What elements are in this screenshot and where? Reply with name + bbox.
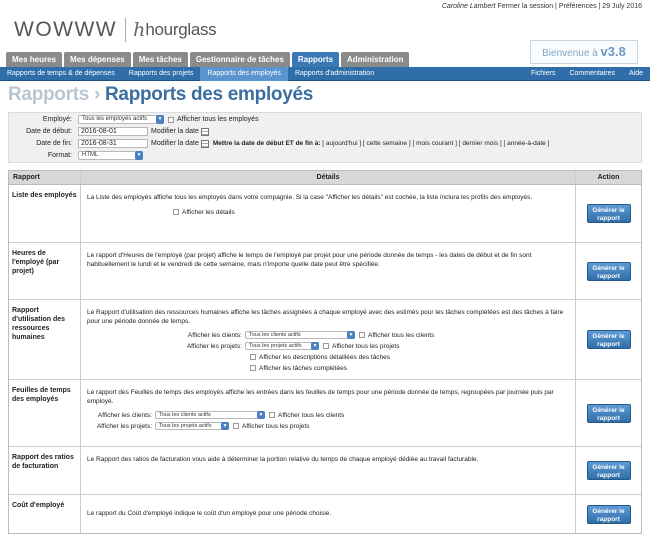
report-description: Le rapport du Coût d'employé indique le coût d'un employé pour une période choisie. xyxy=(87,510,332,517)
logout-link[interactable]: Fermer la session xyxy=(497,3,554,10)
table-row xyxy=(9,185,641,243)
subnav-commentaires[interactable]: Commentaires xyxy=(569,69,615,77)
employee-label: Employé: xyxy=(42,116,72,123)
report-description: La Liste des employés affiche tous les employés dans votre compagnie. Si la case "Afficher les détails" est cochée, la liste inclura les profils des employés. xyxy=(87,194,533,201)
projects-select-value: Tous les projets actifs xyxy=(249,343,302,349)
generate-report-button[interactable]: Générer le rapport xyxy=(587,505,631,524)
report-details xyxy=(81,495,576,533)
table-row xyxy=(9,380,641,447)
action-cell xyxy=(576,243,641,299)
header-action: Action xyxy=(597,174,620,181)
start-date-row xyxy=(9,126,209,137)
subnav-employes[interactable]: Rapports des employés xyxy=(200,67,288,81)
table-row xyxy=(9,300,641,380)
projects-label: Afficher les projets: xyxy=(96,422,152,430)
tab-mes-heures[interactable]: Mes heures xyxy=(6,52,62,67)
all-projects-label: Afficher tous les projets xyxy=(332,342,400,350)
action-cell xyxy=(576,300,641,379)
end-date-input[interactable]: 2016-08-31 xyxy=(78,139,148,148)
report-description: Le rapport des Feuilles de temps des employés affiche les entrées dans les feuilles de temps pour une période donnée de temps, regroupées par journée puis par employé. xyxy=(87,389,554,405)
all-employees-checkbox[interactable] xyxy=(168,117,174,123)
company-logo: WOWWW xyxy=(14,18,118,41)
projects-select[interactable] xyxy=(245,342,319,350)
quick-month[interactable]: [ mois courant ] xyxy=(412,140,457,147)
report-details xyxy=(81,300,576,379)
generate-report-button[interactable]: Générer le rapport xyxy=(587,404,631,423)
preferences-link[interactable]: Préférences xyxy=(558,3,597,10)
chevron-down-icon: ▼ xyxy=(258,412,264,418)
report-filters xyxy=(8,112,642,163)
report-name: Heures de l'employé (par projet) xyxy=(9,243,81,299)
option-row xyxy=(87,421,569,431)
task-descriptions-label: Afficher les descriptions détaillées des tâches xyxy=(259,353,391,361)
quick-week[interactable]: [ cette semaine ] xyxy=(362,140,411,147)
all-projects-checkbox[interactable] xyxy=(233,423,239,429)
header-rapport: Rapport xyxy=(9,171,81,184)
table-row xyxy=(9,243,641,300)
report-name: Rapport des ratios de facturation xyxy=(9,447,81,494)
tab-rapports[interactable]: Rapports xyxy=(292,52,339,67)
generate-report-button[interactable]: Générer le rapport xyxy=(587,330,631,349)
option-row xyxy=(87,207,569,217)
chevron-down-icon: ▼ xyxy=(157,116,163,122)
subnav-fichiers[interactable]: Fichiers xyxy=(530,69,556,77)
chevron-down-icon: ▼ xyxy=(312,343,318,349)
clients-select-value: Tous les clients actifs xyxy=(249,332,301,338)
quick-dates-label: Mettre la date de début ET de fin à: xyxy=(212,140,321,147)
projects-select[interactable] xyxy=(155,422,229,430)
quick-ytd[interactable]: [ année-à-date ] xyxy=(503,140,550,147)
end-date-modify[interactable]: Modifier la date xyxy=(151,140,199,147)
reports-table xyxy=(8,170,642,534)
report-details xyxy=(81,243,576,299)
sub-navigation xyxy=(0,67,650,81)
show-details-checkbox[interactable] xyxy=(173,209,179,215)
quick-dates xyxy=(213,140,550,147)
subnav-temps-depenses[interactable]: Rapports de temps & de dépenses xyxy=(7,69,115,77)
report-description: Le Rapport d'utilisation des ressources humaines affiche les tâches assignées à chaque employé avec des estimés pour les tâches complétées est des tâches à faire pour une période donnée de temps. xyxy=(87,309,564,325)
report-details xyxy=(81,447,576,494)
show-details-label: Afficher les détails xyxy=(182,208,235,216)
clients-select-value: Tous les clients actifs xyxy=(159,412,211,418)
format-row xyxy=(9,150,143,161)
main-tabs xyxy=(6,52,409,67)
option-row xyxy=(87,352,569,362)
calendar-icon[interactable] xyxy=(201,140,209,148)
clients-label: Afficher les clients: xyxy=(97,411,152,419)
product-name: hourglass xyxy=(145,20,217,39)
all-employees-label: Afficher tous les employés xyxy=(177,116,259,123)
format-select[interactable] xyxy=(78,151,143,160)
logo-divider xyxy=(125,18,126,42)
subnav-aide[interactable]: Aide xyxy=(628,69,643,77)
generate-report-button[interactable]: Générer le rapport xyxy=(587,262,631,281)
welcome-badge xyxy=(530,40,638,64)
tab-mes-depenses[interactable]: Mes dépenses xyxy=(64,52,131,67)
all-projects-label: Afficher tous les projets xyxy=(242,422,310,430)
page-title xyxy=(8,84,313,106)
report-name: Liste des employés xyxy=(9,185,81,242)
table-row xyxy=(9,495,641,533)
report-name: Coût d'employé xyxy=(9,495,81,533)
start-date-modify[interactable]: Modifier la date xyxy=(151,128,199,135)
report-description: Le rapport d'Heures de l'employé (par projet) affiche le temps de l'employé par projet pour une période donnée de temps - les dates de début et de fin sont habituellement le lundi et le vendredi de cette semaine, mais n'importe quelle date peut être spécifiée. xyxy=(87,252,532,268)
employee-select[interactable] xyxy=(78,115,164,124)
end-date-label: Date de fin: xyxy=(36,140,72,147)
generate-report-button[interactable]: Générer le rapport xyxy=(587,204,631,223)
all-clients-checkbox[interactable] xyxy=(269,412,275,418)
clients-label: Afficher les clients: xyxy=(187,331,242,339)
all-clients-checkbox[interactable] xyxy=(359,332,365,338)
format-select-value: HTML xyxy=(82,152,99,158)
header-details: Détails xyxy=(81,171,576,184)
option-row xyxy=(87,330,569,340)
breadcrumb-current: Rapports des employés xyxy=(105,84,314,105)
clients-select[interactable] xyxy=(245,331,355,339)
report-description: Le Rapport des ratios de facturation vous aide à déterminer la portion relative du temps de chaque employé dédiée au travail facturable. xyxy=(87,456,479,463)
brand-logo xyxy=(14,15,216,45)
tab-gestionnaire[interactable]: Gestionnaire de tâches xyxy=(190,52,290,67)
completed-tasks-label: Afficher les tâches complétées xyxy=(259,364,348,372)
action-cell xyxy=(576,185,641,242)
generate-report-button[interactable]: Générer le rapport xyxy=(587,461,631,480)
report-name: Rapport d'utilisation des ressources humaines xyxy=(9,300,81,379)
user-bar: Caroline Lambert Fermer la session | Préférences | 29 July 2016 xyxy=(441,3,642,10)
option-row xyxy=(87,410,569,420)
report-details xyxy=(81,185,576,242)
tab-mes-taches[interactable]: Mes tâches xyxy=(133,52,188,67)
action-cell xyxy=(576,380,641,446)
user-name: Caroline Lambert xyxy=(441,3,496,10)
version-number: v3.8 xyxy=(600,44,626,59)
quick-last-month[interactable]: [ dernier mois ] xyxy=(458,140,502,147)
report-details xyxy=(81,380,576,446)
report-name: Feuilles de temps des employés xyxy=(9,380,81,446)
breadcrumb-separator: › xyxy=(89,84,105,105)
action-cell xyxy=(576,447,641,494)
projects-select-value: Tous les projets actifs xyxy=(159,423,212,429)
subnav-projets[interactable]: Rapports des projets xyxy=(128,69,194,77)
quick-today[interactable]: [ aujourd'hui ] xyxy=(322,140,362,147)
chevron-down-icon: ▼ xyxy=(222,423,228,429)
all-clients-label: Afficher tous les clients xyxy=(278,411,345,419)
action-cell xyxy=(576,495,641,533)
chevron-down-icon: ▼ xyxy=(136,152,142,158)
projects-label: Afficher les projets: xyxy=(186,342,242,350)
all-clients-label: Afficher tous les clients xyxy=(368,331,435,339)
calendar-icon[interactable] xyxy=(201,128,209,136)
hourglass-logo-icon: h xyxy=(133,19,146,41)
subnav-administration[interactable]: Rapports d'administration xyxy=(294,69,375,77)
option-row xyxy=(87,341,569,351)
employee-select-value: Tous les employés actifs xyxy=(82,116,148,122)
option-row xyxy=(87,363,569,373)
end-date-row xyxy=(9,138,549,149)
table-row xyxy=(9,447,641,495)
employee-row xyxy=(9,114,259,125)
current-date: 29 July 2016 xyxy=(602,3,642,10)
clients-select[interactable] xyxy=(155,411,265,419)
start-date-label: Date de début: xyxy=(26,128,72,135)
format-label: Format: xyxy=(47,152,72,159)
table-header xyxy=(9,171,641,185)
breadcrumb-parent[interactable]: Rapports xyxy=(8,84,89,105)
completed-tasks-checkbox[interactable] xyxy=(250,365,256,371)
tab-administration[interactable]: Administration xyxy=(341,52,409,67)
chevron-down-icon: ▼ xyxy=(348,332,354,338)
start-date-input[interactable]: 2016-08-01 xyxy=(78,127,148,136)
all-projects-checkbox[interactable] xyxy=(323,343,329,349)
welcome-text: Bienvenue à xyxy=(542,48,601,59)
task-descriptions-checkbox[interactable] xyxy=(250,354,256,360)
